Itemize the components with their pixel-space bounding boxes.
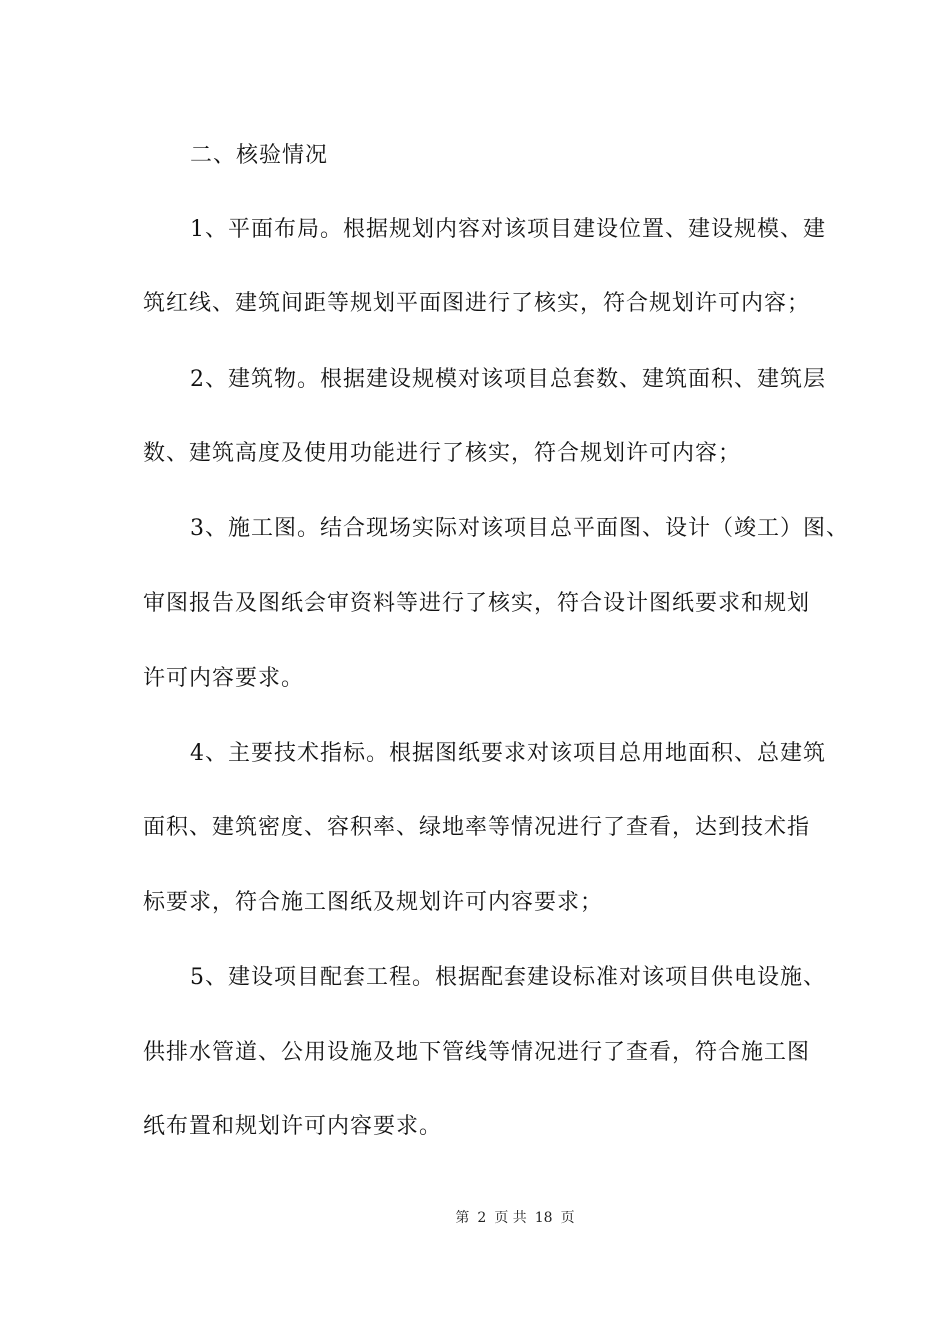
section-heading: 二、核验情况 [190, 143, 329, 168]
paragraph-line: 数、建筑高度及使用功能进行了核实，符合规划许可内容； [143, 441, 742, 466]
paragraph-line: 2、建筑物。根据建设规模对该项目总套数、建筑面积、建筑层 [190, 367, 826, 392]
paragraph-line: 许可内容要求。 [143, 666, 305, 691]
paragraph-line: 标要求，符合施工图纸及规划许可内容要求； [143, 890, 604, 915]
paragraph-line: 供排水管道、公用设施及地下管线等情况进行了查看，符合施工图 [143, 1040, 811, 1065]
paragraph-line: 筑红线、建筑间距等规划平面图进行了核实，符合规划许可内容； [143, 291, 811, 316]
paragraph-line: 纸布置和规划许可内容要求。 [143, 1114, 443, 1139]
footer-total-pages: 18 [534, 1210, 553, 1226]
paragraph-line: 审图报告及图纸会审资料等进行了核实，符合设计图纸要求和规划 [143, 591, 811, 616]
footer-page-number: 2 [477, 1210, 487, 1226]
page-footer [0, 1208, 950, 1228]
paragraph-line: 5、建设项目配套工程。根据配套建设标准对该项目供电设施、 [190, 965, 826, 990]
footer-prefix: 第 [455, 1210, 470, 1226]
paragraph-line: 面积、建筑密度、容积率、绿地率等情况进行了查看，达到技术指 [143, 815, 811, 840]
footer-suffix: 页 [560, 1210, 575, 1226]
paragraph-line: 3、施工图。结合现场实际对该项目总平面图、设计（竣工）图、 [190, 516, 849, 541]
footer-middle: 页 共 [494, 1210, 527, 1226]
paragraph-line: 1、平面布局。根据规划内容对该项目建设位置、建设规模、建 [190, 217, 826, 242]
paragraph-line: 4、主要技术指标。根据图纸要求对该项目总用地面积、总建筑 [190, 741, 826, 766]
